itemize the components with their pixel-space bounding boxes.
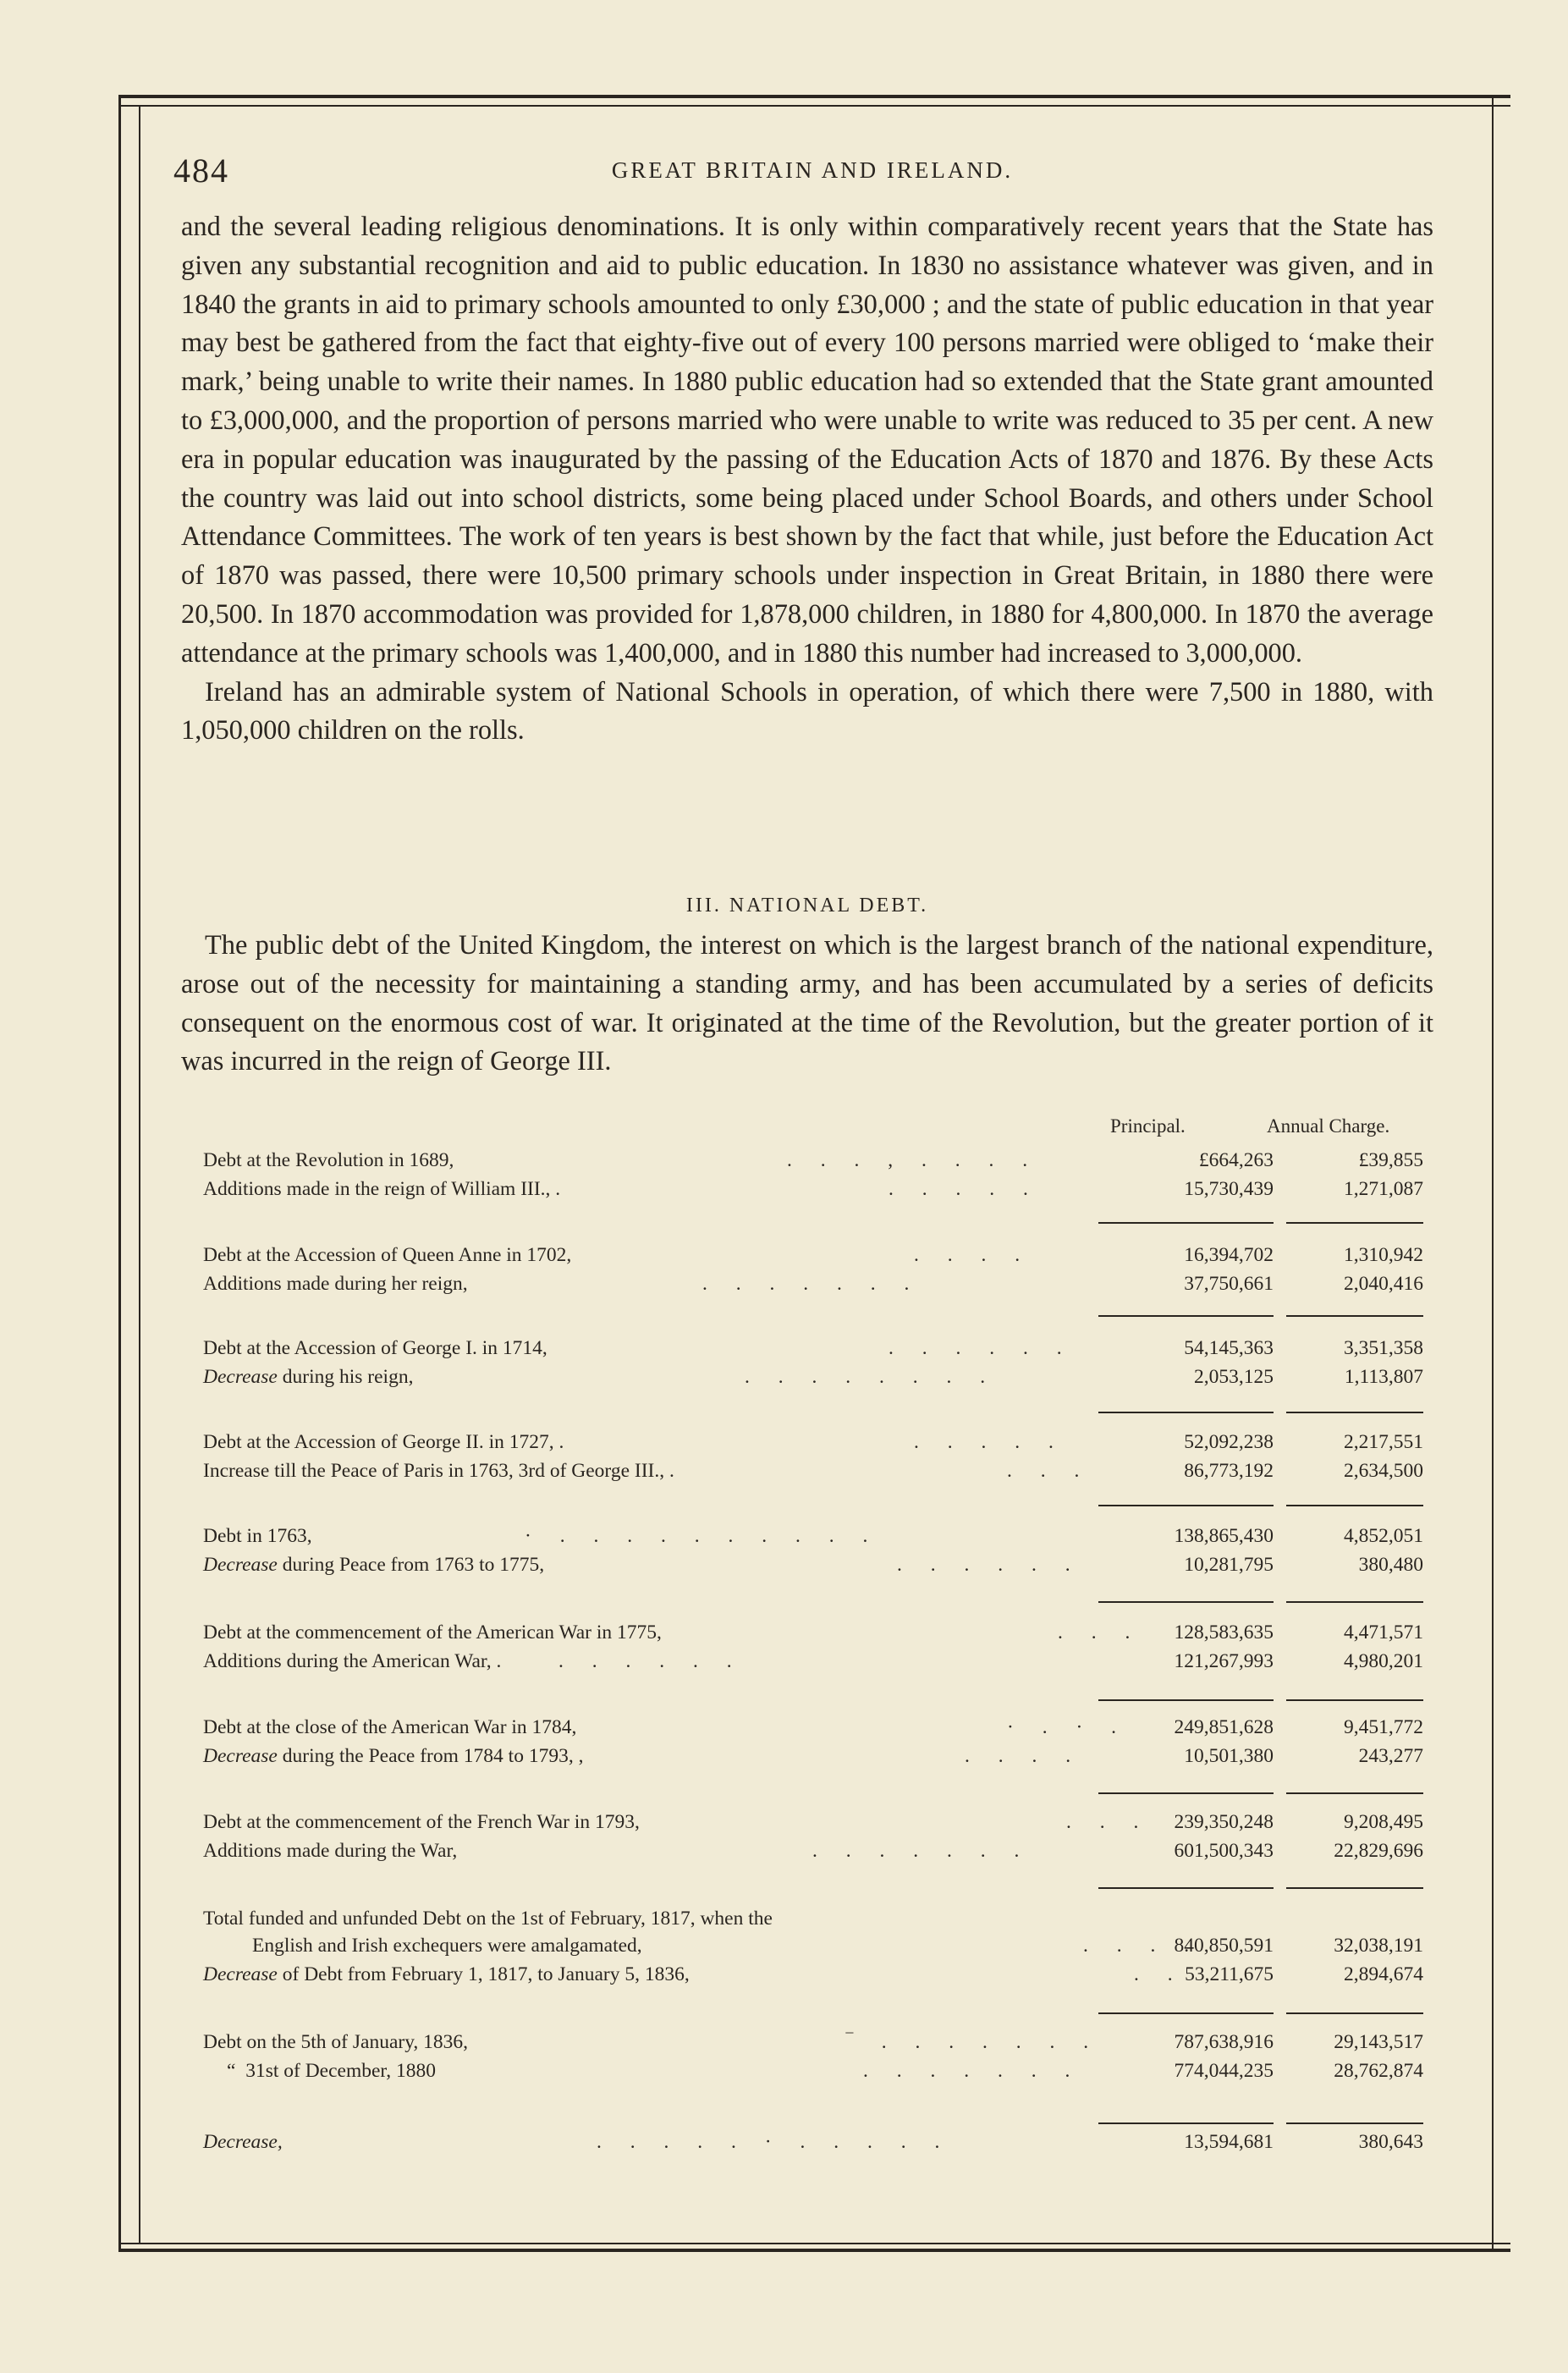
table-row (203, 1460, 1439, 1489)
table-row (203, 1621, 1439, 1650)
row-label: Debt at the Accession of Queen Anne in 1702, (203, 1244, 572, 1266)
principal-value: 52,092,238 (1184, 1431, 1274, 1453)
annual-charge-value: 1,310,942 (1344, 1244, 1423, 1266)
table-row (203, 1840, 1439, 1869)
annual-charge-value: 4,980,201 (1344, 1650, 1423, 1672)
sum-rule (1286, 1887, 1423, 1889)
leader-dots: . . . . . . . . (745, 1366, 986, 1388)
sum-rule (1286, 1601, 1423, 1603)
left-rule-inner (139, 105, 140, 2244)
row-label: Debt at the Revolution in 1689, (203, 1149, 454, 1171)
national-debt-intro (181, 927, 1433, 1082)
sum-rule (1286, 1505, 1423, 1506)
sum-rule (1098, 1412, 1274, 1413)
row-label-rest: 31st of December, 1880 (235, 2060, 437, 2082)
principal-value: 138,865,430 (1174, 1525, 1274, 1547)
principal-value: 53,211,675 (1185, 1963, 1274, 1985)
table-row (203, 1431, 1439, 1460)
section-heading-national-debt: III. NATIONAL DEBT. (685, 895, 929, 917)
annual-charge-value: 22,829,696 (1334, 1840, 1423, 1862)
principal-value: 13,594,681 (1184, 2131, 1274, 2153)
table-row (203, 1525, 1439, 1554)
sum-rule (1098, 1222, 1274, 1224)
annual-charge-value: 32,038,191 (1334, 1935, 1423, 1957)
row-label-italic: Decrease (203, 1554, 278, 1576)
annual-charge-value: 2,217,551 (1344, 1431, 1423, 1453)
principal-value: 774,044,235 (1174, 2060, 1274, 2082)
leader-dots: . . . . . . . (702, 1273, 910, 1295)
page-number: 484 (173, 151, 229, 190)
row-label-rest: during the Peace from 1784 to 1793, , (277, 1745, 584, 1767)
annual-charge-value: £39,855 (1358, 1149, 1423, 1171)
sum-rule (1098, 1887, 1274, 1889)
principal-value: 128,583,635 (1174, 1621, 1274, 1643)
leader-dots: . . . . . . . (863, 2060, 1070, 2082)
leader-dots: · . · . (1007, 1716, 1117, 1738)
ditto-mark: “ (227, 2060, 236, 2082)
principal-value: 10,501,380 (1184, 1745, 1274, 1767)
principal-value: 239,350,248 (1174, 1811, 1274, 1833)
table-row (203, 1554, 1439, 1583)
annual-charge-value: 2,894,674 (1344, 1963, 1423, 1985)
row-label: Debt at the commencement of the American War in 1775, (203, 1621, 662, 1643)
annual-charge-value: 4,852,051 (1344, 1525, 1423, 1547)
leader-dots: . . . . . (914, 1431, 1054, 1453)
sum-rule (1098, 1505, 1274, 1506)
row-label: Increase till the Peace of Paris in 1763, 3rd of George III., . (203, 1460, 674, 1482)
annual-charge-value: 2,040,416 (1344, 1273, 1423, 1295)
table-row (203, 1273, 1439, 1302)
annual-charge-value: 29,143,517 (1334, 2031, 1423, 2053)
annual-charge-value: 1,271,087 (1344, 1178, 1423, 1200)
annual-charge-value: 380,480 (1358, 1554, 1423, 1576)
top-rule-thin (118, 105, 1510, 107)
principal-value: 15,730,439 (1184, 1178, 1274, 1200)
leader-dots: . . . , . . . . (787, 1149, 1028, 1171)
sum-rule (1286, 1222, 1423, 1224)
row-label: Debt in 1763, (203, 1525, 312, 1547)
principal-value: 601,500,343 (1174, 1840, 1274, 1862)
row-label: Debt on the 5th of January, 1836, (203, 2031, 469, 2053)
principal-value: £664,263 (1198, 1149, 1274, 1171)
table-row (203, 1908, 1439, 1936)
table-row (203, 1244, 1439, 1273)
annual-charge-value: 2,634,500 (1344, 1460, 1423, 1482)
row-label-italic: Decrease (203, 1366, 278, 1388)
table-row (203, 1178, 1439, 1207)
sum-rule (1098, 1792, 1274, 1794)
annual-charge-value: 1,113,807 (1344, 1366, 1423, 1388)
column-header-annual-charge: Annual Charge. (1267, 1115, 1390, 1137)
row-label: Additions made during the War, (203, 1840, 458, 1862)
sum-rule (1098, 2012, 1274, 2014)
row-label: Additions during the American War, . (203, 1650, 502, 1672)
bottom-rule-thin (118, 2243, 1510, 2244)
leader-dots: . . . . . . (897, 1554, 1070, 1576)
row-label (203, 2131, 283, 2154)
row-label: Additions made during her reign, (203, 1273, 468, 1295)
national-debt-paragraph: The public debt of the United Kingdom, the interest on which is the largest branch of the national expenditure, arose out of the necessity for maintaining a standing army, and has been accumulated by a series of deficits consequent on the enormous cost of war. It originated at the time of the Revolution, but the greater portion of it was incurred in the reign of George III. (181, 930, 1433, 1077)
table-row (203, 1745, 1439, 1774)
sum-rule (1286, 1792, 1423, 1794)
right-rule (1492, 95, 1494, 2252)
sum-rule (1098, 1601, 1274, 1603)
row-label: Debt at the close of the American War in 1784, (203, 1716, 577, 1738)
row-label (203, 1366, 413, 1389)
row-label-italic: Decrease (203, 1745, 278, 1767)
table-row (203, 1337, 1439, 1366)
education-paragraph-2: Ireland has an admirable system of National Schools in operation, of which there were 7,500 in 1880, with 1,050,000 children on the rolls. (181, 676, 1433, 746)
sum-rule (1098, 2122, 1274, 2124)
annual-charge-value: 3,351,358 (1344, 1337, 1423, 1359)
table-row (203, 1650, 1439, 1679)
row-label: English and Irish exchequers were amalgamated, (252, 1935, 642, 1957)
bottom-rule-thick (118, 2249, 1510, 2252)
row-label (203, 1745, 583, 1768)
education-paragraph-1: and the several leading religious denominations. It is only within comparatively recent years that the State has given any substantial recognition and aid to public education. In 1830 no assistance whatever was given, and in 1840 the grants in aid to primary schools amounted to only £30,000 ; and the state of public education in that year may best be gathered from the fact that eighty-five out of every 100 persons married were obliged to ‘make their mark,’ being unable to write their names. In 1880 public education had so extended that the State grant amounted to £3,000,000, and the proportion of persons married who were unable to write was reduced to 35 per cent. A new era in popular education was inaugurated by the passing of the Education Acts of 1870 and 1876. By these Acts the country was laid out into school districts, some being placed under School Boards, and others under School Attendance Committees. The work of ten years is best shown by the fact that while, just before the Education Act of 1870 was passed, there were 10,500 primary schools under inspection in Great Britain, in 1880 there were 20,500. In 1870 accommodation was provided for 1,878,000 children, in 1880 for 4,800,000. In 1870 the average attendance at the primary schools was 1,400,000, and in 1880 this number had increased to 3,000,000. (181, 212, 1433, 669)
leader-dots: . . . (1058, 1621, 1131, 1643)
leader-dots: . . . . . . (558, 1650, 732, 1672)
row-label: Total funded and unfunded Debt on the 1st of February, 1817, when the (203, 1908, 773, 1930)
row-label (203, 1963, 690, 1986)
leader-dots: ‾ . . . . . . . (846, 2031, 1089, 2053)
leader-dots: . . . (1007, 1460, 1080, 1482)
principal-value: 54,145,363 (1184, 1337, 1274, 1359)
leader-dots: . . . . (914, 1244, 1021, 1266)
column-header-principal: Principal. (1110, 1115, 1186, 1137)
principal-value: 840,850,591 (1174, 1935, 1274, 1957)
sum-rule (1286, 1699, 1423, 1701)
leader-dots: · . . . . . . . . . . (525, 1525, 868, 1547)
principal-value: 16,394,702 (1184, 1244, 1274, 1266)
principal-value: 86,773,192 (1184, 1460, 1274, 1482)
leader-dots: . . . . . · . . . . . (597, 2131, 940, 2153)
table-row (203, 2060, 1439, 2089)
leader-dots: . . (1134, 1963, 1173, 1985)
principal-value: 249,851,628 (1174, 1716, 1274, 1738)
row-label-italic: Decrease (203, 1963, 278, 1985)
running-head: GREAT BRITAIN AND IRELAND. (611, 157, 1014, 183)
left-rule-outer (118, 95, 121, 2252)
table-row (203, 1366, 1439, 1395)
table-row (203, 2131, 1439, 2160)
leader-dots: . . . . (1083, 1935, 1190, 1957)
row-label-rest: during his reign, (277, 1366, 414, 1388)
row-label: Debt at the Accession of George II. in 1727, . (203, 1431, 564, 1453)
row-label-rest: during Peace from 1763 to 1775, (277, 1554, 545, 1576)
education-section (181, 208, 1433, 751)
leader-dots: . . . . . . (889, 1337, 1062, 1359)
top-rule-thick (118, 95, 1510, 98)
leader-dots: . . . . . (889, 1178, 1028, 1200)
row-label-italic: Decrease, (203, 2131, 283, 2153)
row-label: Debt at the Accession of George I. in 1714, (203, 1337, 547, 1359)
sum-rule (1098, 1315, 1274, 1317)
row-label (227, 2060, 436, 2083)
principal-value: 121,267,993 (1174, 1650, 1274, 1672)
sum-rule (1098, 1699, 1274, 1701)
annual-charge-value: 9,208,495 (1344, 1811, 1423, 1833)
row-label-rest: of Debt from February 1, 1817, to January 5, 1836, (277, 1963, 690, 1985)
sum-rule (1286, 1412, 1423, 1413)
sum-rule (1286, 2122, 1423, 2124)
row-label (203, 1554, 544, 1577)
principal-value: 2,053,125 (1194, 1366, 1274, 1388)
principal-value: 10,281,795 (1184, 1554, 1274, 1576)
annual-charge-value: 28,762,874 (1334, 2060, 1423, 2082)
page-header (173, 151, 1451, 193)
sum-rule (1286, 2012, 1423, 2014)
row-label: Debt at the commencement of the French War in 1793, (203, 1811, 640, 1833)
table-row (203, 2031, 1439, 2060)
leader-dots: . . . (1066, 1811, 1139, 1833)
table-row (203, 1149, 1439, 1178)
annual-charge-value: 4,471,571 (1344, 1621, 1423, 1643)
principal-value: 787,638,916 (1174, 2031, 1274, 2053)
table-row (203, 1716, 1439, 1745)
row-label: Additions made in the reign of William III., . (203, 1178, 561, 1200)
leader-dots: . . . . . . . (812, 1840, 1020, 1862)
table-row (203, 1811, 1439, 1840)
table-row (203, 1963, 1439, 1992)
sum-rule (1286, 1315, 1423, 1317)
table-row (203, 1935, 1439, 1963)
annual-charge-value: 243,277 (1358, 1745, 1423, 1767)
leader-dots: . . . . (965, 1745, 1071, 1767)
annual-charge-value: 9,451,772 (1344, 1716, 1423, 1738)
annual-charge-value: 380,643 (1358, 2131, 1423, 2153)
principal-value: 37,750,661 (1184, 1273, 1274, 1295)
